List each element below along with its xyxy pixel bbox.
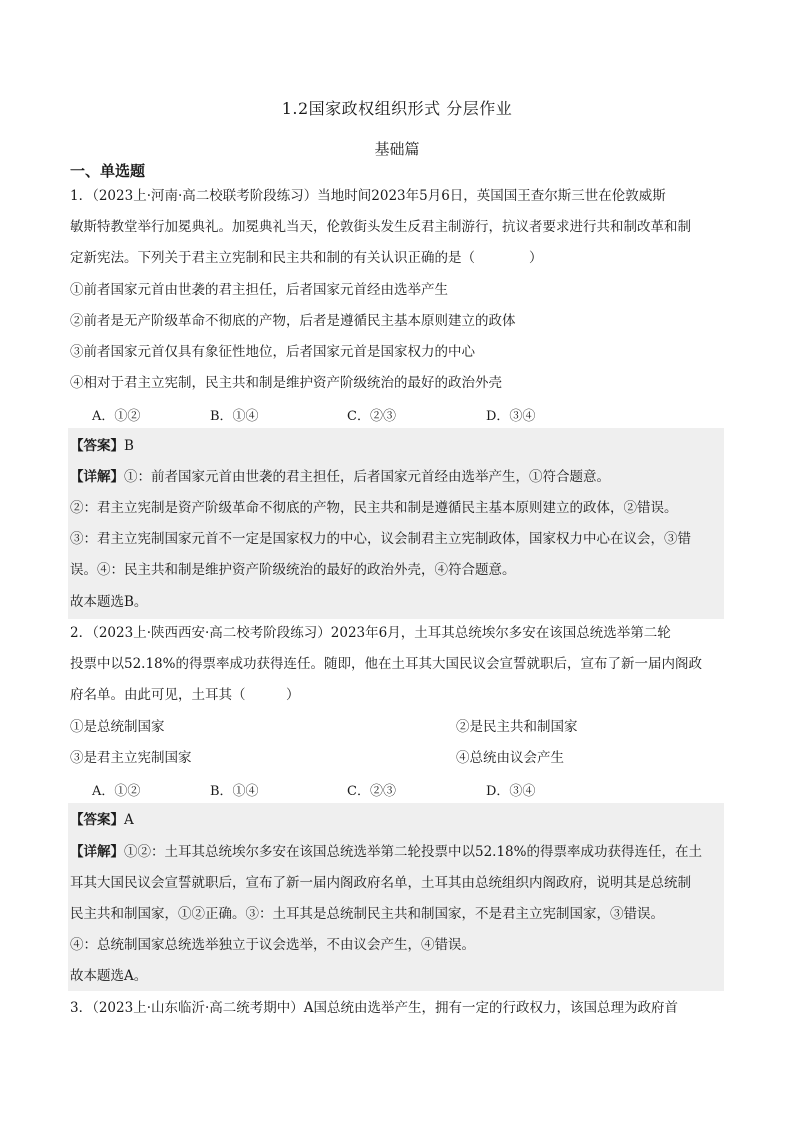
q1-statement: ②前者是无产阶级革命不彻底的产物，后者是遵循民主基本原则建立的政体: [70, 313, 516, 329]
q2-statement: ④总统由议会产生: [456, 750, 564, 766]
q1-answer: [70, 437, 722, 455]
answer-value: A: [124, 812, 134, 828]
q2-answer-panel: [68, 803, 724, 991]
q2-detail-line: [70, 843, 722, 861]
q1-option-c: C．②③: [347, 409, 396, 424]
q2-statement: ③是君主立宪制国家: [70, 750, 192, 766]
q1-statement: ①前者国家元首由世袭的君主担任，后者国家元首经由选举产生: [70, 282, 448, 298]
q2-option-c: C．②③: [347, 784, 396, 799]
q2-option-a: A．①②: [92, 784, 141, 799]
q1-option-d: D．③④: [486, 409, 536, 424]
detail-label: 【详解】: [70, 469, 124, 485]
q3-stem-line: 3．（2023上·山东临沂·高二统考期中）A国总统由选举产生，拥有一定的行政权力，该国总理为政府首: [70, 1000, 679, 1016]
q2-conclusion: 故本题选A。: [70, 968, 148, 984]
q2-statement: ①是总统制国家: [70, 719, 165, 735]
q1-stem-line: 1．（2023上·河南·高二校联考阶段练习）当地时间2023年5月6日，英国国王查尔斯三世在伦敦威斯: [70, 188, 666, 204]
q2-detail-line: 耳其大国民议会宣誓就职后，宣布了新一届内阁政府名单，土耳其由总统组织内阁政府，说明其是总统制: [70, 875, 691, 891]
answer-label: 【答案】: [70, 812, 124, 828]
q2-option-d: D．③④: [486, 784, 536, 799]
q2-option-b: B．①④: [210, 784, 259, 799]
answer-value: B: [124, 438, 134, 454]
detail-text: ①：前者国家元首由世袭的君主担任，后者国家元首经由选举产生，①符合题意。: [124, 469, 610, 485]
q1-detail-line: [70, 468, 722, 486]
q1-conclusion: 故本题选B。: [70, 594, 148, 610]
q1-option-a: A．①②: [92, 409, 141, 424]
q2-stem-line: 府名单。由此可见，土耳其（ ）: [70, 687, 300, 703]
q2-detail-line: ④：总统制国家总统选举独立于议会选举，不由议会产生，④错误。: [70, 937, 475, 953]
q1-detail-line: 误。④：民主共和制是维护资产阶级统治的最好的政治外壳，④符合题意。: [70, 562, 516, 578]
q1-option-b: B．①④: [210, 409, 259, 424]
q1-statement: ④相对于君主立宪制，民主共和制是维护资产阶级统治的最好的政治外壳: [70, 375, 502, 391]
doc-title: 1.2国家政权组织形式 分层作业: [281, 99, 513, 118]
q1-stem-line: 敏斯特教堂举行加冕典礼。加冕典礼当天，伦敦街头发生反君主制游行，抗议者要求进行共和制改革和制: [70, 219, 691, 235]
q1-detail-line: ③：君主立宪制国家元首不一定是国家权力的中心，议会制君主立宪制政体，国家权力中心在议会，③错: [70, 531, 691, 547]
q2-answer: [70, 811, 722, 829]
q2-detail-line: 民主共和制国家，①②正确。③：土耳其是总统制民主共和制国家，不是君主立宪制国家，③错误。: [70, 906, 664, 922]
q1-statement: ③前者国家元首仅具有象征性地位，后者国家元首是国家权力的中心: [70, 344, 475, 360]
q2-stem-line: 2．（2023上·陕西西安·高二校考阶段练习）2023年6月，土耳其总统埃尔多安在该国总统选举第二轮: [70, 625, 671, 641]
q1-stem-line: 定新宪法。下列关于君主立宪制和民主共和制的有关认识正确的是（ ）: [70, 250, 543, 266]
section-heading: 一、单选题: [70, 162, 146, 180]
answer-label: 【答案】: [70, 438, 124, 454]
detail-label: 【详解】: [70, 844, 124, 860]
q2-stem-line: 投票中以52.18%的得票率成功获得连任。随即，他在土耳其大国民议会宣誓就职后，宣布了新一届内阁政: [70, 656, 702, 672]
detail-text: ①②：土耳其总统埃尔多安在该国总统选举第二轮投票中以52.18%的得票率成功获得连任，在土: [124, 844, 702, 860]
q2-statement: ②是民主共和制国家: [456, 719, 578, 735]
q1-detail-line: ②：君主立宪制是资产阶级革命不彻底的产物，民主共和制是遵循民主基本原则建立的政体，②错误。: [70, 500, 678, 516]
doc-subtitle: 基础篇: [374, 140, 420, 158]
